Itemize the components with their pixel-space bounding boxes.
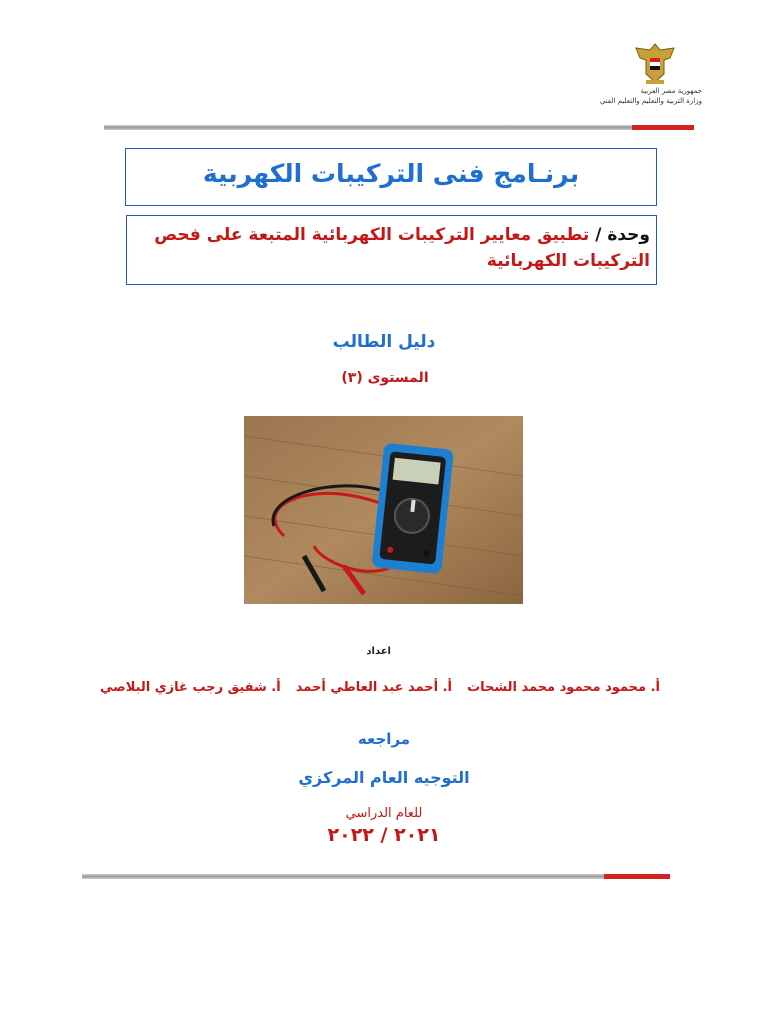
level-label: المستوى (٣) — [341, 370, 429, 386]
academic-year-label: للعام الدراسي — [345, 806, 423, 821]
author-name: أ. أحمد عبد العاطي أحمد — [295, 680, 452, 695]
program-title: برنـامج فنى التركيبات الكهربية — [202, 159, 580, 188]
bottom-divider — [82, 874, 670, 879]
review-label: مراجعه — [357, 730, 411, 748]
top-divider — [104, 125, 694, 130]
eagle-emblem-icon — [630, 40, 680, 86]
unit-box — [126, 215, 657, 285]
prepared-by-label: اعداد — [366, 646, 391, 657]
divider-accent — [632, 125, 694, 130]
authors-list — [100, 680, 660, 695]
program-title-box — [125, 148, 657, 206]
academic-year: ٢٠٢١ / ٢٠٢٢ — [327, 824, 441, 846]
unit-name: تطبيق معايير التركيبات الكهربائية المتبعة على فحص التركيبات الكهربائية — [154, 225, 650, 271]
ministry-caption — [562, 86, 702, 106]
guide-title: دليل الطالب — [332, 332, 436, 352]
unit-label: وحدة / — [595, 225, 650, 245]
country-name: جمهورية مصر العربية — [640, 87, 702, 95]
divider-accent — [604, 874, 670, 879]
reviewer-name: التوجيه العام المركزي — [298, 768, 470, 787]
multimeter-photo — [244, 416, 523, 604]
author-name: أ. محمود محمود محمد الشحات — [467, 680, 660, 695]
author-name: أ. شفيق رجب غازي البلاصي — [100, 680, 281, 695]
ministry-name: وزارة التربية والتعليم والتعليم الفني — [599, 97, 702, 105]
